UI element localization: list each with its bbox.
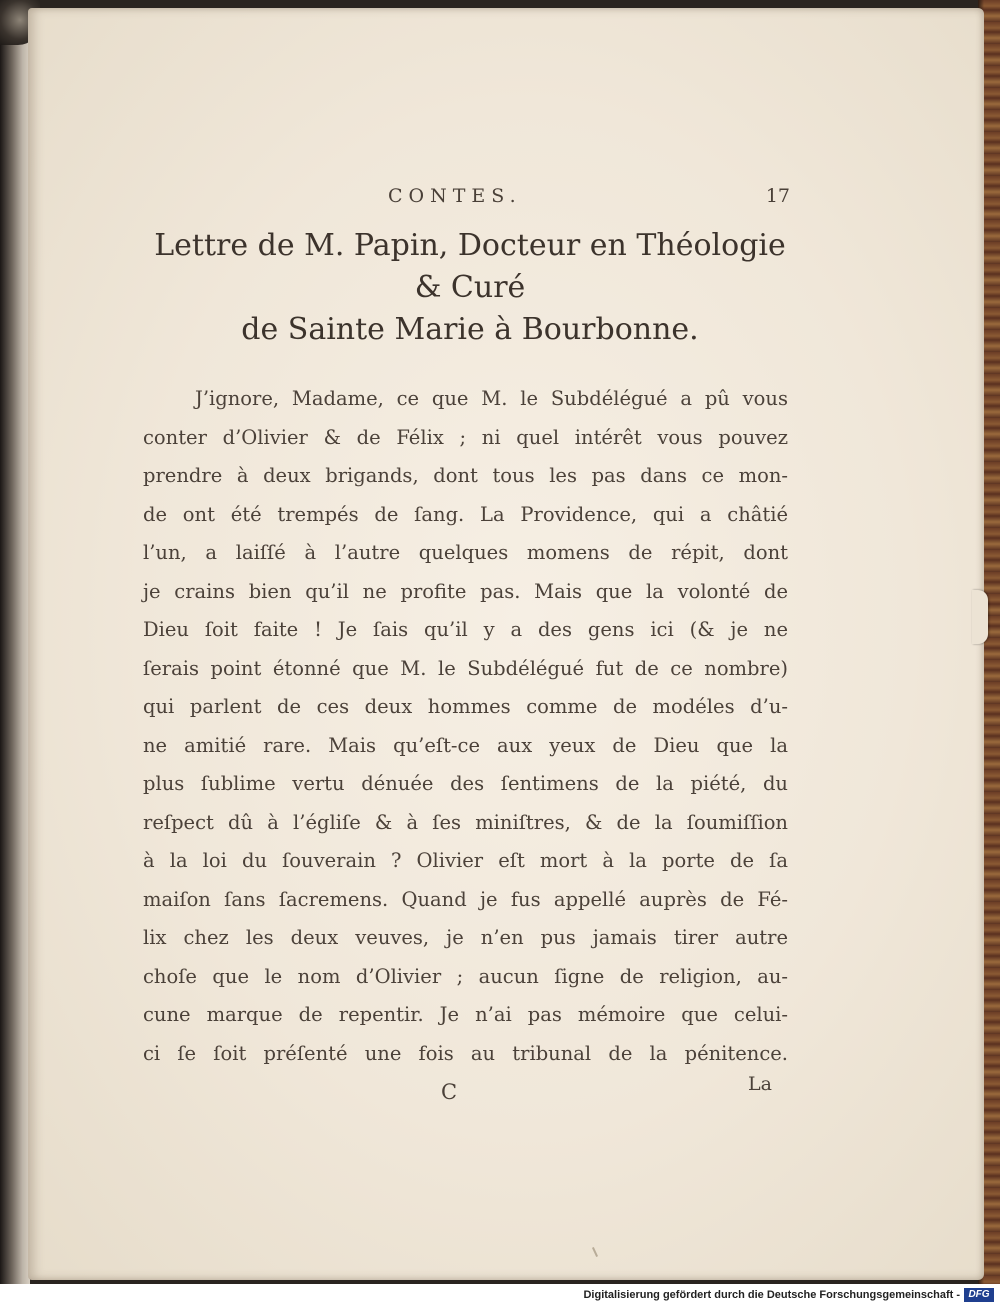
text-line: de ont été trempés de ſang. La Providence, qui a châtié bbox=[143, 502, 788, 526]
text-line: ſerais point étonné que M. le Subdélégué fut de ce nombre) bbox=[143, 656, 788, 680]
signature-mark: C bbox=[441, 1080, 458, 1104]
text-line: plus ſublime vertu dénuée des ſentimens de la piété, du bbox=[143, 772, 788, 795]
digitization-footer bbox=[0, 1284, 1000, 1306]
running-head bbox=[358, 185, 790, 215]
text-line: choſe que le nom d’Olivier ; aucun ſigne de religion, au- bbox=[143, 964, 788, 988]
text-line: cune marque de repentir. Je n’ai pas mémoire que celui- bbox=[143, 1003, 788, 1026]
text-line: reſpect dû à l’égliſe & à ſes miniſtres, & de la ſoumiſſion bbox=[143, 810, 788, 834]
running-head-title: CONTES. bbox=[388, 185, 522, 207]
text-line: ci ſe ſoit préſenté une fois au tribunal de la pénitence. bbox=[143, 1041, 788, 1065]
text-line: à la loi du ſouverain ? Olivier eſt mort à la porte de ſa bbox=[143, 849, 788, 872]
text-line: maiſon ſans ſacremens. Quand je fus appellé auprès de Fé- bbox=[143, 887, 788, 911]
catchword: La bbox=[748, 1073, 772, 1095]
page-number: 17 bbox=[765, 185, 790, 207]
text-line: Dieu ſoit faite ! Je ſais qu’il y a des gens ici (& je ne bbox=[143, 618, 788, 641]
heading-line-1: Lettre de M. Papin, Docteur en Théologie & Curé bbox=[154, 228, 786, 305]
text-line: ne amitié rare. Mais qu’eſt-ce aux yeux de Dieu que la bbox=[143, 733, 788, 757]
text-line: J’ignore, Madame, ce que M. le Subdélégué a pû vous bbox=[195, 387, 788, 410]
page-tab-marker bbox=[972, 590, 988, 644]
text-line: prendre à deux brigands, dont tous les pas dans ce mon- bbox=[143, 464, 788, 487]
text-line: qui parlent de ces deux hommes comme de modéles d’u- bbox=[143, 695, 788, 718]
letter-heading bbox=[140, 225, 800, 351]
body-text bbox=[143, 380, 788, 1073]
heading-line-2: de Sainte Marie à Bourbonne. bbox=[241, 312, 699, 347]
left-page-edge bbox=[0, 0, 30, 1284]
text-line: je crains bien qu’il ne profite pas. Mais que la volonté de bbox=[143, 579, 788, 603]
text-line: conter d’Olivier & de Félix ; ni quel intérêt vous pouvez bbox=[143, 425, 788, 449]
footer-credit: Digitalisierung gefördert durch die Deutsche Forschungsgemeinschaft - bbox=[583, 1289, 960, 1301]
text-line: lix chez les deux veuves, je n’en pus jamais tirer autre bbox=[143, 926, 788, 949]
dfg-logo: DFG bbox=[964, 1288, 994, 1302]
text-line: l’un, a laiſſé à l’autre quelques momens de répit, dont bbox=[143, 541, 788, 564]
